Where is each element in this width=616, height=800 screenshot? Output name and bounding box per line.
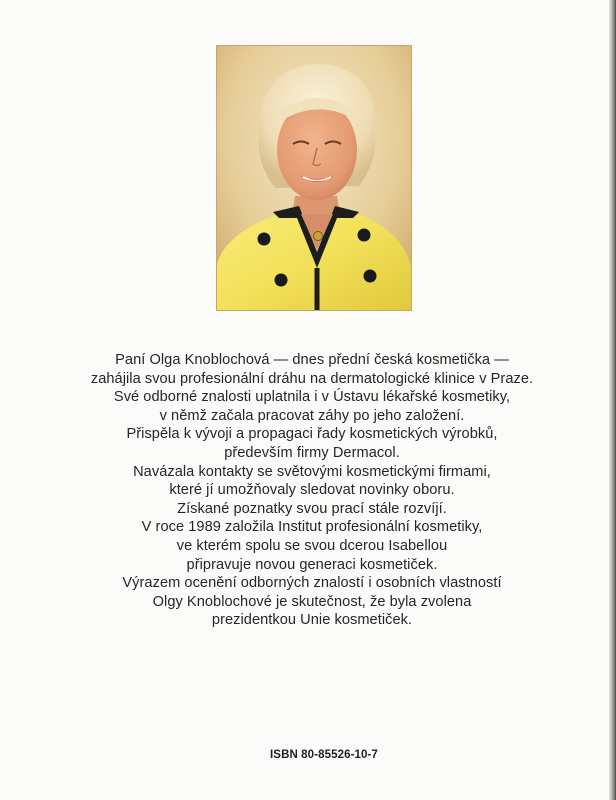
biography-line: prezidentkou Unie kosmetiček.	[211, 612, 413, 629]
biography-line: připravuje novou generaci kosmetiček.	[186, 556, 438, 573]
author-biography	[40, 351, 584, 630]
biography-line: ve kterém spolu se svou dcerou Isabellou	[176, 537, 448, 554]
biography-line: které jí umožňovaly sledovat novinky oboru.	[169, 482, 455, 499]
biography-line: Výrazem ocenění odborných znalostí i osobních vlastností	[122, 575, 502, 592]
page-edge-shadow	[609, 0, 616, 800]
jacket-button-1	[258, 233, 271, 246]
biography-line: Olgy Knoblochové je skutečnost, že byla zvolena	[152, 593, 472, 610]
biography-line: Přispěla k vývoji a propagaci řady kosmetických výrobků,	[126, 426, 498, 443]
jacket-button-3	[275, 274, 288, 287]
author-portrait	[217, 46, 411, 310]
biography-line: Získané poznatky svou prací stále rozvíjí.	[177, 500, 447, 517]
biography-line: především firmy Dermacol.	[224, 444, 400, 461]
jacket-button-4	[364, 270, 377, 283]
isbn-number: ISBN 80-85526-10-7	[270, 749, 378, 761]
biography-line: V roce 1989 založila Institut profesionální kosmetiky,	[141, 519, 483, 536]
biography-line: Navázala kontakty se světovými kosmetickými firmami,	[133, 463, 491, 480]
biography-line: v němž začala pracovat záhy po jeho založení.	[159, 407, 465, 424]
portrait-brooch	[314, 232, 323, 241]
biography-line: zahájila svou profesionální dráhu na dermatologické klinice v Praze.	[90, 370, 534, 387]
jacket-button-2	[358, 229, 371, 242]
biography-line: Své odborné znalosti uplatnila i v Ústavu lékařské kosmetiky,	[113, 389, 511, 406]
biography-line: Paní Olga Knoblochová — dnes přední česká kosmetička —	[115, 352, 509, 368]
